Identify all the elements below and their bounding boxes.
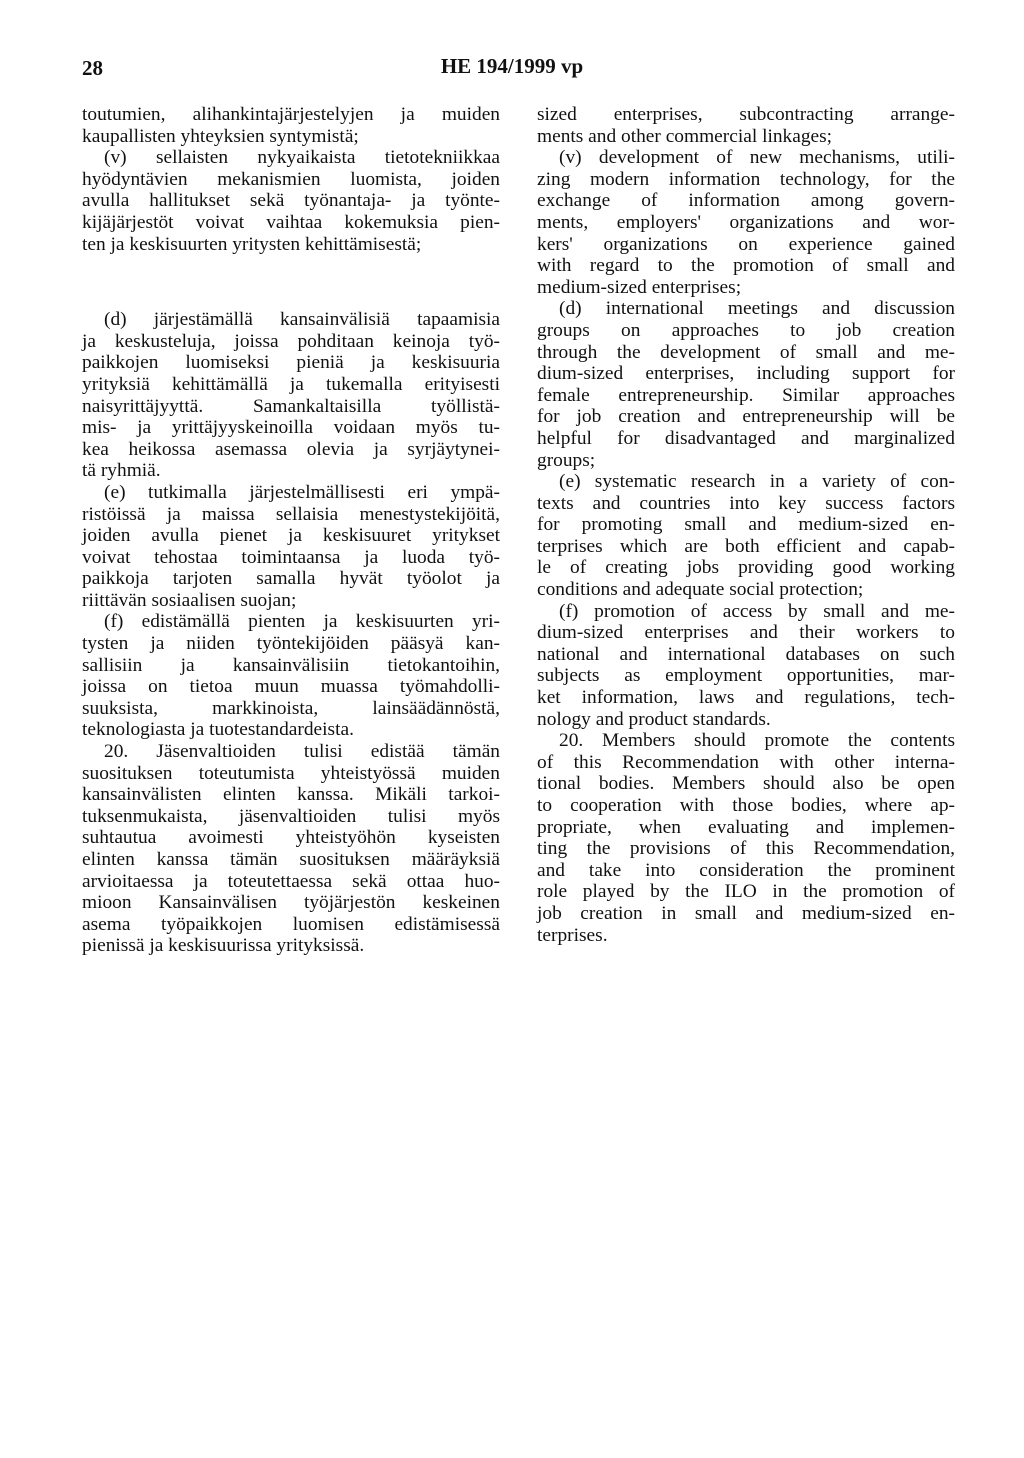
text-line: kaupallisten yhteyksien syntymistä; (82, 125, 359, 147)
text-line: propriate, when evaluating and implemen- (537, 816, 955, 838)
text-line: joiden avulla pienet ja keskisuuret yritykset (82, 525, 500, 547)
text-line: with regard to the promotion of small and (537, 255, 955, 277)
text-line: riittävän sosiaalisen suojan; (82, 589, 297, 611)
text-line: medium-sized enterprises; (537, 276, 742, 298)
text-line: ments and other commercial linkages; (537, 125, 833, 147)
text-line: (f) promotion of access by small and me- (559, 600, 955, 622)
text-line: ja keskusteluja, joissa pohditaan keinoja työ- (82, 330, 500, 352)
text-line: conditions and adequate social protection; (537, 579, 864, 601)
text-line: suhtautua avoimesti yhteistyöhön kyseisten (82, 827, 500, 849)
text-line: role played by the ILO in the promotion of (537, 881, 955, 903)
text-line: (e) systematic research in a variety of con- (559, 471, 955, 493)
text-line: kea heikossa asemassa olevia ja syrjäytynei- (82, 438, 500, 460)
running-header: HE 194/1999 vp (440, 54, 584, 78)
text-line: tä ryhmiä. (82, 460, 161, 482)
text-line: tysten ja niiden työntekijöiden pääsyä kan- (82, 633, 500, 655)
text-line: paikkojen luomiseksi pieniä ja keskisuuria (82, 352, 500, 374)
text-line: joissa on tietoa muun muassa työmahdolli- (82, 676, 500, 698)
text-line: pienissä ja keskisuurissa yrityksissä. (82, 935, 365, 957)
text-line: (e) tutkimalla järjestelmällisesti eri ympä- (104, 481, 500, 503)
text-line: and take into consideration the prominent (537, 859, 955, 881)
english-text-column (537, 104, 955, 946)
text-line: naisyrittäjyyttä. Samankaltaisilla työllistä- (82, 395, 500, 417)
text-line: (f) edistämällä pienten ja keskisuurten yri- (104, 611, 500, 633)
finnish-text-column (82, 104, 500, 957)
text-line: (d) järjestämällä kansainvälisiä tapaamisia (104, 309, 500, 331)
text-line: kers' organizations on experience gained (537, 233, 955, 255)
text-line: through the development of small and me- (537, 341, 955, 363)
text-line: voivat tehostaa toimintaansa ja luoda työ- (82, 546, 500, 568)
text-line: tuksenmukaista, jäsenvaltioiden tulisi myös (82, 805, 500, 827)
text-line: teknologiasta ja tuotestandardeista. (82, 719, 354, 741)
text-line: avulla hallitukset sekä työnantaja- ja työnte- (82, 190, 500, 212)
text-line: suuksista, markkinoista, lainsäädännöstä, (82, 697, 500, 719)
text-line: dium-sized enterprises and their workers to (537, 622, 955, 644)
text-line: hyödyntävien mekanismien luomista, joiden (82, 168, 500, 190)
text-line: for promoting small and medium-sized en- (537, 514, 955, 536)
text-line: sallisiin ja kansainvälisiin tietokantoihin, (82, 654, 500, 676)
text-line: of this Recommendation with other interna- (537, 751, 955, 773)
text-line: mioon Kansainvälisen työjärjestön keskeinen (82, 892, 500, 914)
text-line: nology and product standards. (537, 708, 771, 730)
text-line: ments, employers' organizations and wor- (537, 211, 955, 233)
page-number: 28 (82, 56, 103, 80)
text-line: toutumien, alihankintajärjestelyjen ja muiden (82, 104, 500, 125)
text-line: 20. Jäsenvaltioiden tulisi edistää tämän (104, 741, 500, 763)
text-line: (v) sellaisten nykyaikaista tietotekniikkaa (104, 147, 500, 169)
text-line: (v) development of new mechanisms, utili- (559, 147, 955, 169)
text-line: zing modern information technology, for the (537, 168, 955, 190)
text-line: le of creating jobs providing good working (537, 557, 955, 579)
text-line: job creation in small and medium-sized en- (537, 902, 955, 924)
paragraph-gap (82, 255, 500, 282)
text-line: ting the provisions of this Recommendation, (537, 838, 955, 860)
text-line: national and international databases on such (537, 643, 955, 665)
text-line: yrityksiä kehittämällä ja tukemalla erityisesti (82, 373, 500, 395)
text-line: elinten kanssa tämän suosituksen määräyksiä (82, 849, 500, 870)
text-line: kijäjärjestöt voivat vaihtaa kokemuksia pien- (82, 211, 500, 233)
text-line: paikkoja tarjoten samalla hyvät työolot ja (82, 568, 500, 590)
text-line: groups; (537, 449, 596, 471)
text-line: subjects as employment opportunities, mar- (537, 665, 955, 687)
text-line: exchange of information among govern- (537, 190, 955, 212)
text-line: for job creation and entrepreneurship will be (537, 406, 955, 428)
text-line: dium-sized enterprises, including support for (537, 363, 955, 385)
text-line: helpful for disadvantaged and marginalized (537, 427, 955, 449)
text-line: 20. Members should promote the contents (559, 730, 955, 752)
text-line: female entrepreneurship. Similar approaches (537, 384, 955, 406)
text-line: arvioitaessa ja toteutettaessa sekä ottaa huo- (82, 870, 500, 892)
text-line: sized enterprises, subcontracting arrange- (537, 104, 955, 125)
text-line: terprises. (537, 924, 608, 946)
text-line: groups on approaches to job creation (537, 319, 955, 341)
text-line: kansainvälisten elinten kanssa. Mikäli tarkoi- (82, 784, 500, 806)
text-line: (d) international meetings and discussion (559, 298, 955, 320)
text-line: ristöissä ja maissa sellaisia menestystekijöitä, (82, 503, 500, 525)
text-line: texts and countries into key success factors (537, 492, 955, 514)
text-line: ket information, laws and regulations, tech- (537, 687, 955, 709)
text-line: to cooperation with those bodies, where ap- (537, 795, 955, 816)
text-line: tional bodies. Members should also be open (537, 773, 955, 795)
text-line: ten ja keskisuurten yritysten kehittämisestä; (82, 233, 422, 255)
text-line: mis- ja yrittäjyyskeinoilla voidaan myös tu- (82, 417, 500, 439)
text-line: suosituksen toteutumista yhteistyössä muiden (82, 762, 500, 784)
paragraph-gap (82, 282, 500, 309)
text-line: asema työpaikkojen luomisen edistämisessä (82, 913, 500, 935)
text-line: terprises which are both efficient and capab- (537, 535, 955, 557)
